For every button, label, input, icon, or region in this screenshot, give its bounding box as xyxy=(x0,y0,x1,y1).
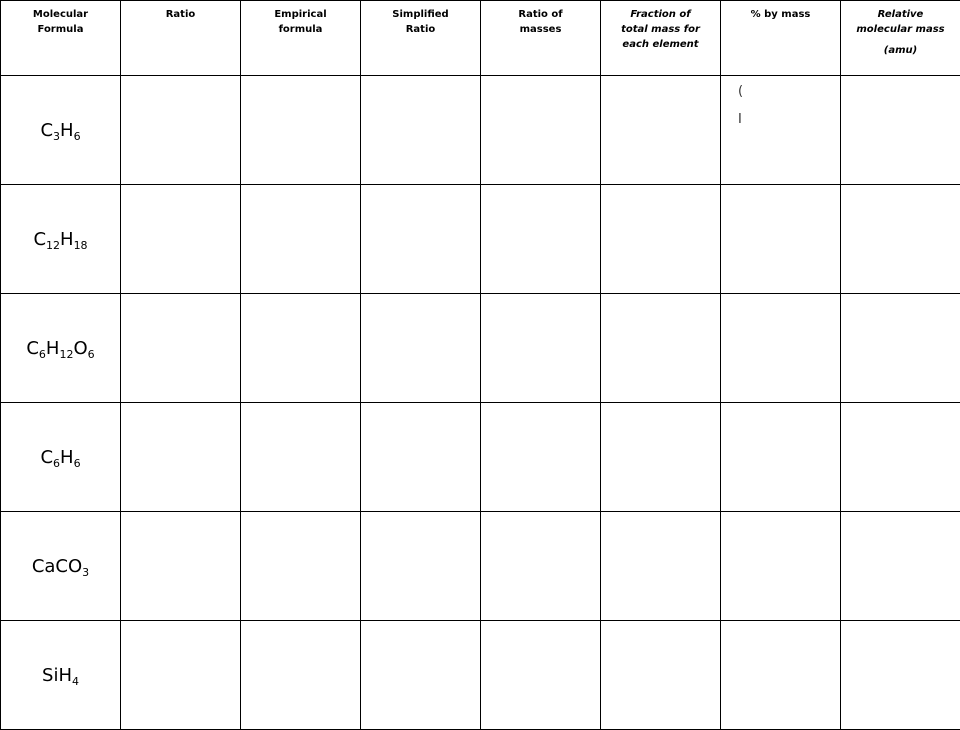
formula-subscript: 6 xyxy=(74,456,81,469)
percent-by-mass-cell[interactable] xyxy=(721,621,841,730)
header-empirical-formula: Empirical formula xyxy=(241,1,361,76)
table-row xyxy=(1,512,960,621)
ratio-cell[interactable] xyxy=(121,512,241,621)
ratio-of-masses-cell[interactable] xyxy=(481,76,601,185)
formula-element-symbol: C xyxy=(26,338,39,359)
fraction-of-mass-cell[interactable] xyxy=(601,76,721,185)
ratio-of-masses-cell[interactable] xyxy=(481,294,601,403)
header-ratio: Ratio xyxy=(121,1,241,76)
fraction-of-mass-cell[interactable] xyxy=(601,512,721,621)
relative-molecular-mass-cell[interactable] xyxy=(841,403,960,512)
simplified-ratio-cell[interactable] xyxy=(361,294,481,403)
table-row xyxy=(1,294,960,403)
ratio-cell[interactable] xyxy=(121,76,241,185)
formula-subscript: 12 xyxy=(59,347,73,360)
fraction-of-mass-cell[interactable] xyxy=(601,403,721,512)
empirical-formula-cell[interactable] xyxy=(241,621,361,730)
empirical-formula-cell[interactable] xyxy=(241,76,361,185)
relative-molecular-mass-cell[interactable] xyxy=(841,621,960,730)
ratio-of-masses-cell[interactable] xyxy=(481,621,601,730)
formula-cell xyxy=(1,185,121,294)
formula-element-symbol: H xyxy=(46,338,60,359)
relative-molecular-mass-cell[interactable] xyxy=(841,76,960,185)
percent-by-mass-cell[interactable] xyxy=(721,185,841,294)
ratio-of-masses-cell[interactable] xyxy=(481,403,601,512)
header-molecular-formula: Molecular Formula xyxy=(1,1,121,76)
formula-subscript: 6 xyxy=(74,129,81,142)
table-row xyxy=(1,403,960,512)
header-fraction-of-total-mass: Fraction of total mass for each element xyxy=(601,1,721,76)
header-simplified-ratio: Simplified Ratio xyxy=(361,1,481,76)
formula-cell xyxy=(1,76,121,185)
formula-subscript: 12 xyxy=(46,238,60,251)
relative-molecular-mass-cell[interactable] xyxy=(841,294,960,403)
formula-subscript: 3 xyxy=(82,565,89,578)
percent-by-mass-cell[interactable] xyxy=(721,403,841,512)
relative-molecular-mass-cell[interactable] xyxy=(841,185,960,294)
table-row xyxy=(1,185,960,294)
empirical-formula-cell[interactable] xyxy=(241,403,361,512)
formula-cell xyxy=(1,294,121,403)
clipped-text-fragment: I xyxy=(738,113,742,127)
simplified-ratio-cell[interactable] xyxy=(361,512,481,621)
formula-element-symbol: C xyxy=(40,120,53,141)
simplified-ratio-cell[interactable] xyxy=(361,403,481,512)
header-relative-molecular-mass: Relative molecular mass (amu) xyxy=(841,1,960,76)
formula-element-symbol: CaCO xyxy=(32,556,82,577)
formula-element-symbol: H xyxy=(60,447,74,468)
formula-cell xyxy=(1,621,121,730)
formula-subscript: 6 xyxy=(88,347,95,360)
empirical-formula-cell[interactable] xyxy=(241,294,361,403)
clipped-text-fragment: ( xyxy=(738,85,743,99)
table-row xyxy=(1,621,960,730)
ratio-of-masses-cell[interactable] xyxy=(481,185,601,294)
formula-cell xyxy=(1,403,121,512)
formula-element-symbol: C xyxy=(40,447,53,468)
formula-subscript: 4 xyxy=(72,674,79,687)
simplified-ratio-cell[interactable] xyxy=(361,76,481,185)
percent-by-mass-cell[interactable] xyxy=(721,76,841,185)
formula-element-symbol: H xyxy=(60,229,74,250)
relative-molecular-mass-cell[interactable] xyxy=(841,512,960,621)
ratio-cell[interactable] xyxy=(121,294,241,403)
empirical-formula-cell[interactable] xyxy=(241,512,361,621)
formula-element-symbol: SiH xyxy=(42,665,72,686)
percent-by-mass-cell[interactable] xyxy=(721,294,841,403)
header-row xyxy=(1,1,960,76)
percent-by-mass-cell[interactable] xyxy=(721,512,841,621)
ratio-cell[interactable] xyxy=(121,185,241,294)
ratio-cell[interactable] xyxy=(121,403,241,512)
header-percent-by-mass: % by mass xyxy=(721,1,841,76)
empirical-formula-cell[interactable] xyxy=(241,185,361,294)
simplified-ratio-cell[interactable] xyxy=(361,185,481,294)
ratio-cell[interactable] xyxy=(121,621,241,730)
fraction-of-mass-cell[interactable] xyxy=(601,185,721,294)
formula-subscript: 6 xyxy=(53,456,60,469)
formula-element-symbol: O xyxy=(73,338,87,359)
header-ratio-of-masses: Ratio of masses xyxy=(481,1,601,76)
formula-cell xyxy=(1,512,121,621)
formula-subscript: 6 xyxy=(39,347,46,360)
fraction-of-mass-cell[interactable] xyxy=(601,621,721,730)
formula-element-symbol: C xyxy=(33,229,46,250)
simplified-ratio-cell[interactable] xyxy=(361,621,481,730)
ratio-of-masses-cell[interactable] xyxy=(481,512,601,621)
formula-element-symbol: H xyxy=(60,120,74,141)
formula-subscript: 18 xyxy=(74,238,88,251)
fraction-of-mass-cell[interactable] xyxy=(601,294,721,403)
table-row xyxy=(1,76,960,185)
formula-subscript: 3 xyxy=(53,129,60,142)
